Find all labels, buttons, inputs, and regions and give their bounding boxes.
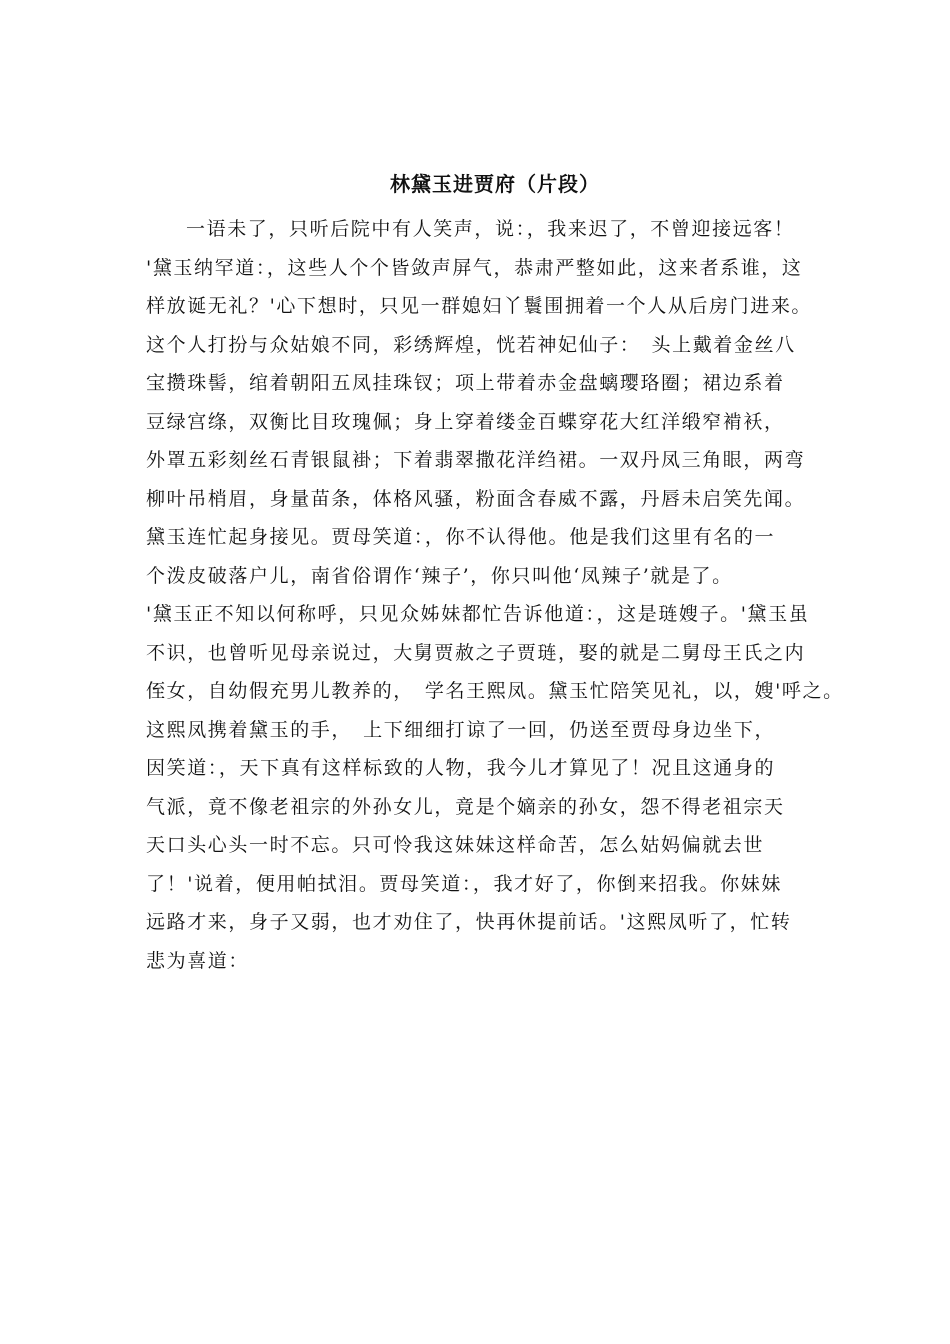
text-line: '黛玉纳罕道：，这些人个个皆敛声屏气，恭肃严整如此，这来者系谁，这 (146, 256, 803, 279)
text-line: '黛玉正不知以何称呼，只见众姊妹都忙告诉他道：，这是琏嫂子。'黛玉虽 (146, 603, 810, 625)
text-line: 外罩五彩刻丝石青银鼠褂；下着翡翠撒花洋绉裙。一双丹凤三角眼，两弯 (146, 449, 806, 471)
document-title: 林黛玉进贾府（片段） (390, 172, 600, 196)
text-line: 样放诞无礼？'心下想时，只见一群媳妇丫鬟围拥着一个人从后房门进来。 (146, 295, 813, 317)
text-line: 黛玉连忙起身接见。贾母笑道：，你不认得他。他是我们这里有名的一 (146, 526, 776, 548)
text-line: 柳叶吊梢眉，身量苗条，体格风骚，粉面含春威不露，丹唇未启笑先闻。 (146, 487, 806, 510)
text-line: 远路才来，身子又弱，也才劝住了，快再休提前话。'这熙凤听了，忙转 (146, 911, 792, 933)
text-line: 这个人打扮与众姑娘不同，彩绣辉煌，恍若神妃仙子： 头上戴着金丝八 (146, 333, 796, 356)
text-line: 不识，也曾听见母亲说过，大舅贾赦之子贾琏，娶的就是二舅母王氏之内 (146, 641, 806, 664)
text-line: 个泼皮破落户儿，南省俗谓作‘辣子’，你只叫他‘凤辣子’就是了。 (146, 564, 733, 587)
text-line: 了！'说着，便用帕拭泪。贾母笑道：，我才好了，你倒来招我。你妹妹 (146, 872, 782, 895)
text-line: 一语未了，只听后院中有人笑声，说：，我来迟了，不曾迎接远客！ (186, 218, 795, 240)
text-line: 气派，竟不像老祖宗的外孙女儿，竟是个嫡亲的孙女，怨不得老祖宗天 (146, 795, 785, 818)
text-line: 宝攒珠髻，绾着朝阳五凤挂珠钗；项上带着赤金盘螭璎珞圈；裙边系着 (146, 372, 785, 394)
text-line: 天口头心头一时不忘。只可怜我这妹妹这样命苦，怎么姑妈偏就去世 (146, 834, 765, 856)
text-line: 悲为喜道： (146, 949, 250, 972)
text-line: 豆绿宫绦，双衡比目玫瑰佩；身上穿着缕金百蝶穿花大红洋缎窄褃袄， (146, 410, 785, 433)
document-body (146, 210, 844, 980)
text-line: 侄女，自幼假充男儿教养的， 学名王熙凤。黛玉忙陪笑见礼，以，嫂'呼之。 (146, 680, 844, 702)
text-line: 因笑道：，天下真有这样标致的人物，我今儿才算见了！况且这通身的 (146, 757, 776, 779)
text-line: 这熙凤携着黛玉的手， 上下细细打谅了一回，仍送至贾母身边坐下， (146, 718, 776, 741)
